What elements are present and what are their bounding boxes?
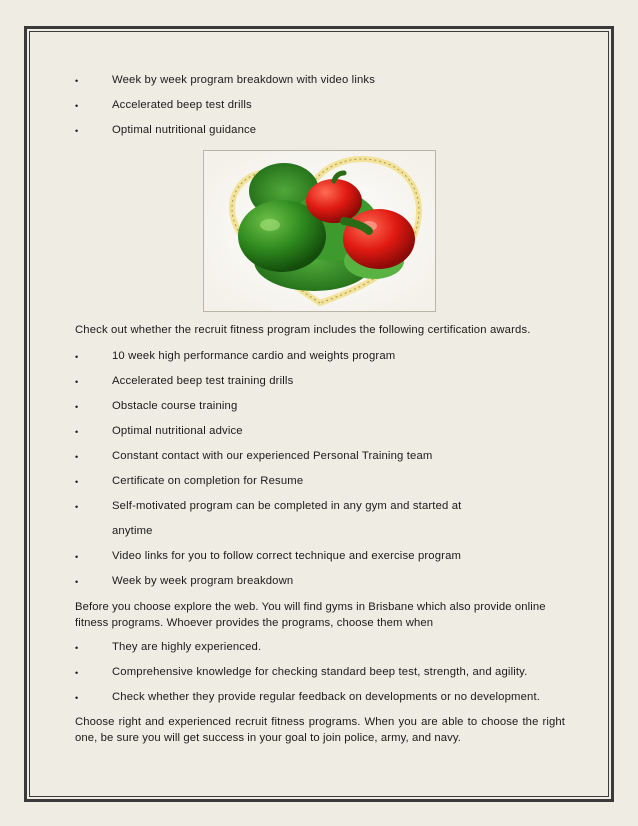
- list-item: Optimal nutritional guidance: [112, 124, 257, 136]
- bullet-marker: •: [75, 643, 79, 653]
- list-item: Certificate on completion for Resume: [112, 475, 304, 487]
- heart-vegetables-photo: [203, 150, 436, 312]
- list-item: Optimal nutritional advice: [112, 425, 243, 437]
- bullet-marker: •: [75, 552, 79, 562]
- bullet-marker: •: [75, 502, 79, 512]
- list-item: Accelerated beep test drills: [112, 99, 252, 111]
- list-item: 10 week high performance cardio and weights program: [112, 350, 396, 362]
- bullet-marker: •: [75, 693, 79, 703]
- bullet-marker: •: [75, 427, 79, 437]
- bullet-marker: •: [75, 352, 79, 362]
- bullet-marker: •: [75, 76, 79, 86]
- list-item-continuation: anytime: [112, 525, 153, 537]
- closing-paragraph: Choose right and experienced recruit fitness programs. When you are able to choose the right one, be sure you will get success in your goal to join police, army, and navy.: [75, 716, 565, 744]
- bullet-marker: •: [75, 452, 79, 462]
- before-paragraph: Before you choose explore the web. You will find gyms in Brisbane which also provide online fitness programs. Whoever provides the programs, choose them when: [75, 601, 546, 629]
- bullet-marker: •: [75, 668, 79, 678]
- list-item: Self-motivated program can be completed in any gym and started at: [112, 500, 462, 512]
- bullet-marker: •: [75, 402, 79, 412]
- list-item: Obstacle course training: [112, 400, 238, 412]
- intro-text: Check out whether the recruit fitness program includes the following certification awards.: [75, 324, 531, 336]
- list-item: Week by week program breakdown: [112, 575, 294, 587]
- bullet-marker: •: [75, 477, 79, 487]
- list-item: Accelerated beep test training drills: [112, 375, 294, 387]
- list-item: Video links for you to follow correct technique and exercise program: [112, 550, 462, 562]
- list-item: Constant contact with our experienced Personal Training team: [112, 450, 433, 462]
- bullet-marker: •: [75, 377, 79, 387]
- list-item: Comprehensive knowledge for checking standard beep test, strength, and agility.: [112, 666, 528, 678]
- bullet-marker: •: [75, 126, 79, 136]
- list-item: Check whether they provide regular feedback on developments or no development.: [112, 691, 541, 703]
- bullet-marker: •: [75, 101, 79, 111]
- page-border-inner: [29, 31, 609, 797]
- list-item: Week by week program breakdown with video links: [112, 74, 376, 86]
- bullet-marker: •: [75, 577, 79, 587]
- list-item: They are highly experienced.: [112, 641, 262, 653]
